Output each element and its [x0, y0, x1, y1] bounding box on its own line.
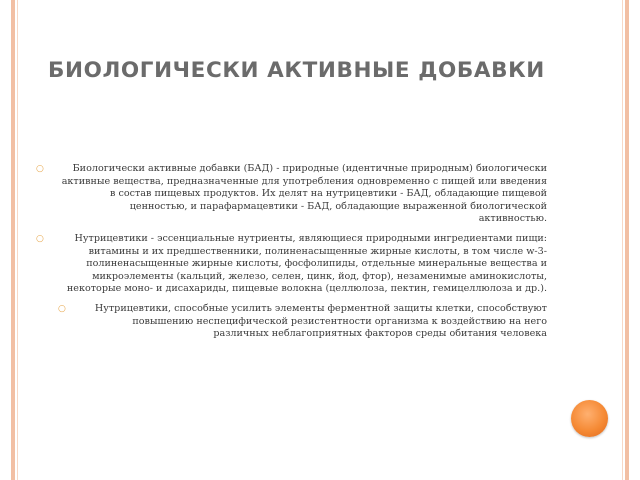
bullet-text: Нутрицевтики - эссенциальные нутриенты, являющиеся природными ингредиентами пищи: витамины и их предшественники, полиненасыщенные жирные кислоты, в том числе w-3-полиненасыщенные жирные кислоты, фосфолипиды, отдельные минеральные вещества и микроэлементы (кальций, железо, селен, цинк, йод, фтор), незаменимые аминокислоты, некоторые моно- и дисахариды, пищевые волокна (целлюлоза, пектин, гемицеллюлоза и др.). [66, 232, 547, 295]
left-border-stripe [11, 0, 15, 480]
bullet-text: Нутрицевтики, способные усилить элементы ферментной защиты клетки, способствуют повышению неспецифической резистентности организма к воздействию на него различных неблагоприятных факторов среды обитания человека [94, 302, 547, 340]
bullet-text: Биологически активные добавки (БАД) - природные (идентичные природным) биологически активные вещества, предназначенные для употребления одновременно с пищей или введения в состав пищевых продуктов. Их делят на нутрицевтики - БАД, обладающие пищевой ценностью, и парафармацевтики - БАД, обладающие выраженной биологической активностью. [61, 163, 547, 225]
slide-content [34, 163, 547, 348]
left-border-stripe-thin [17, 0, 18, 480]
bullet-item [34, 303, 547, 341]
bullet-circle-icon: ○ [36, 233, 44, 244]
orange-circle-decoration [571, 400, 608, 437]
bullet-item [34, 163, 547, 226]
bullet-item [34, 233, 547, 296]
right-border-stripe-thin [622, 0, 623, 480]
bullet-circle-icon: ○ [58, 303, 66, 314]
bullet-circle-icon: ○ [36, 164, 44, 174]
right-border-stripe [625, 0, 629, 480]
slide-title: БИОЛОГИЧЕСКИ АКТИВНЫЕ ДОБАВКИ [48, 58, 545, 83]
